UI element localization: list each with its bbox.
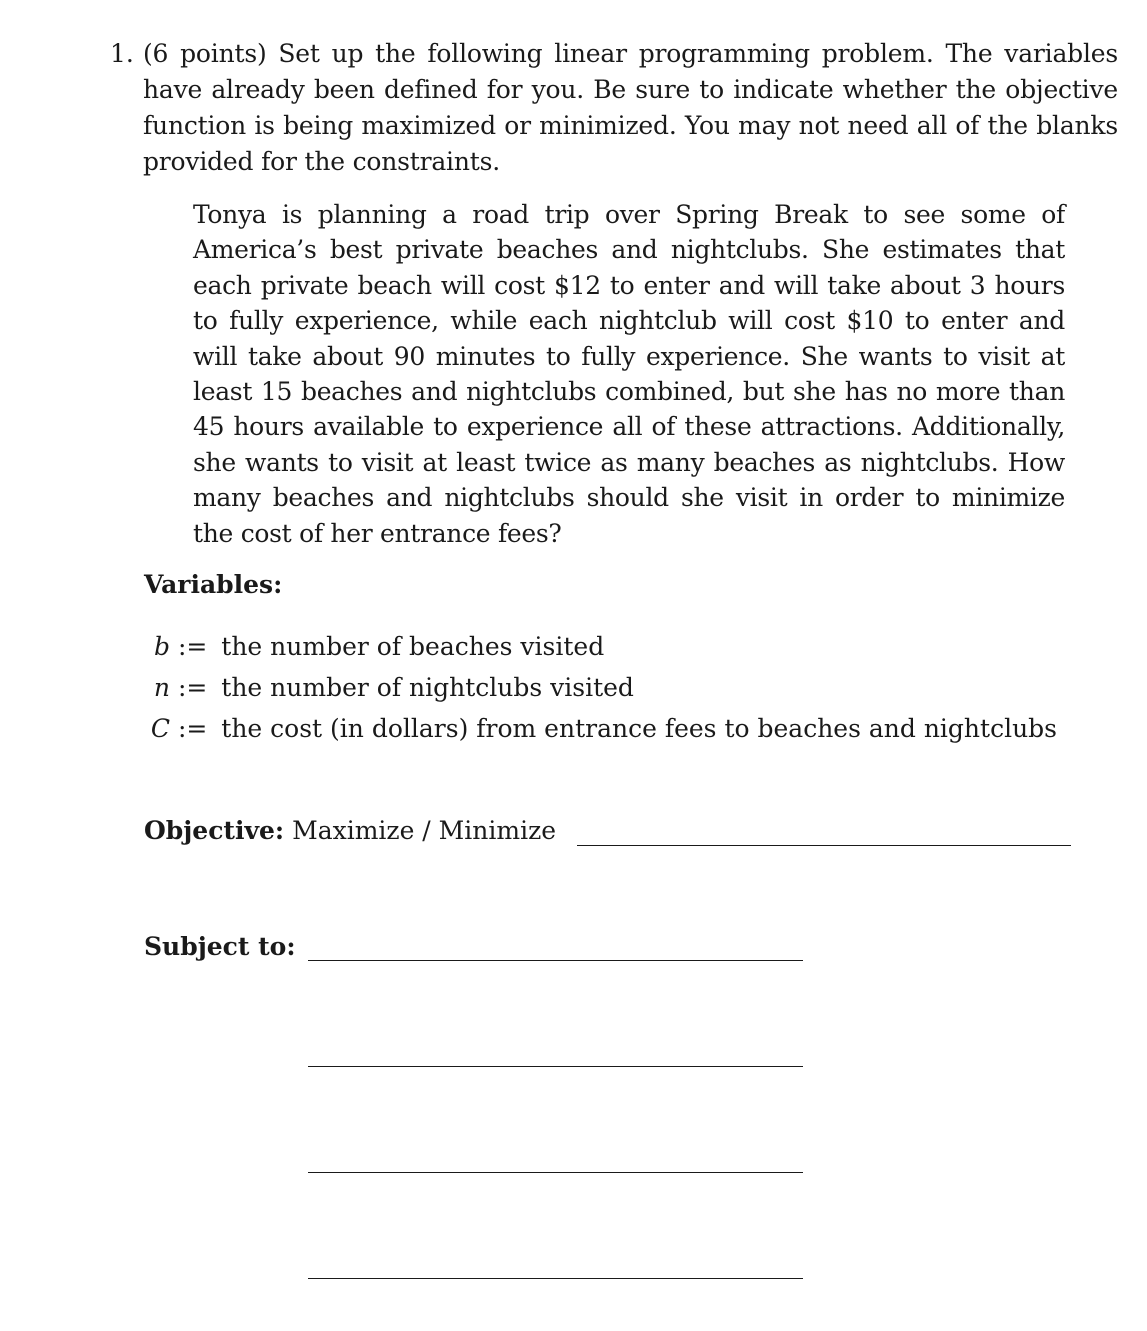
word-problem-text: Tonya is planning a road trip over Spring Break to see some of America’s best private beaches and nightclubs. She estimates that each private beach will cost $12 to enter and will take about 3 hours to fully experience, while each nightclub will cost $10 to enter and will take about 90 minutes to fully experience. She wants to visit at least 15 beaches and nightclubs combined, but she has no more than 45 hours available to experience all of these attractions. Additionally, she wants to visit at least twice as many beaches as nightclubs. How many beaches and nightclubs should she visit in order to minimize the cost of her entrance fees? — [193, 200, 1065, 548]
variable-definition: the number of beaches visited — [221, 632, 605, 661]
constraint-blank-1[interactable] — [308, 960, 803, 961]
variable-definition: the cost (in dollars) from entrance fees to beaches and nightclubs — [221, 714, 1057, 743]
objective-label: Objective: — [144, 816, 285, 845]
assign-symbol: := — [177, 673, 208, 702]
variable-definition-n — [144, 673, 634, 703]
constraints-label: Subject to: — [144, 932, 296, 961]
assign-symbol: := — [177, 714, 208, 743]
variables-heading: Variables: — [144, 570, 283, 599]
constraint-blank-4[interactable] — [308, 1278, 803, 1279]
objective-answer-blank[interactable] — [577, 845, 1071, 846]
problem-instructions: (6 points) Set up the following linear programming problem. The variables have already been defined for you. Be sure to indicate whether the objective function is being maximized or minimized. You may not need all of the blanks provided for the constraints. — [143, 39, 1118, 176]
variable-symbol: n — [153, 673, 170, 702]
variable-symbol: b — [153, 632, 170, 661]
constraint-blank-2[interactable] — [308, 1066, 803, 1067]
variable-symbol: C — [150, 714, 170, 743]
variable-definition-c — [144, 714, 1057, 744]
assign-symbol: := — [177, 632, 208, 661]
problem-number: 1. — [110, 39, 134, 68]
constraint-blank-3[interactable] — [308, 1172, 803, 1173]
variable-definition: the number of nightclubs visited — [221, 673, 634, 702]
variable-definition-b — [144, 632, 604, 662]
objective-row — [144, 816, 556, 845]
objective-choice: Maximize / Minimize — [292, 816, 557, 845]
